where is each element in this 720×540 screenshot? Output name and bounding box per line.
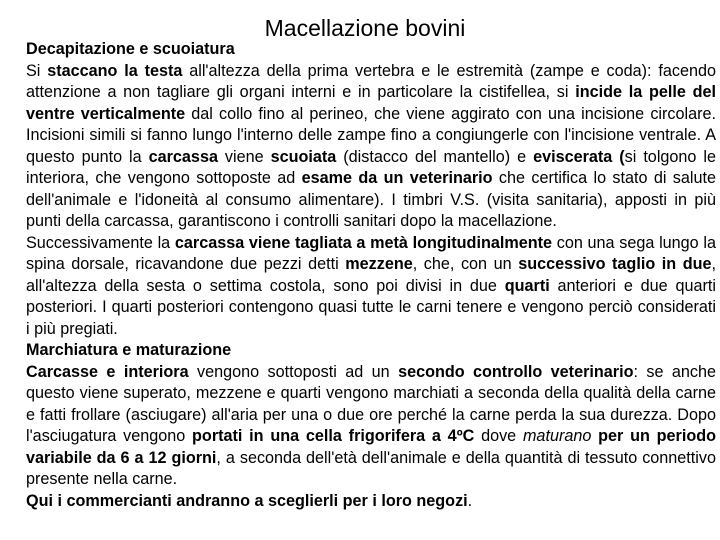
text-run: con una sega lungo la spina dorsale, ricavandone due pezzi detti (26, 233, 716, 273)
text-run: anteriori e due quarti posteriori. I quarti posteriori contengono quasi tutte le carni tenere e vengono perciò considerati i più pregiati. (26, 276, 716, 338)
text-run: , a seconda dell'età dell'animale e della quantità di tessuto connettivo presente nella carne. (26, 448, 716, 488)
bold-text: secondo controllo veterinario (398, 362, 634, 381)
text-run: . (467, 491, 473, 510)
bold-text: Decapitazione e scuoiatura (26, 40, 235, 58)
body-paragraph (26, 233, 716, 341)
bold-text: quarti (504, 276, 550, 295)
slide-body (26, 39, 716, 512)
section-heading (26, 39, 716, 61)
text-run: che certifica lo stato di salute dell'animale e l'idoneità al consumo alimentare). I timbri V.S. (visita sanitaria), apposti in più punti della carcassa, garantiscono i controlli sanitari dopo la macellazione. (26, 169, 717, 230)
section-heading (26, 340, 716, 362)
bold-text: carcassa (148, 147, 218, 166)
text-run: viene (217, 147, 271, 166)
bold-text: per un periodo variabile da 6 a 12 giorni (26, 427, 716, 467)
text-run: : se anche questo viene superato, mezzene e quarti vengono marchiati a seconda della qualità della carne e fatti frollare (asciugare) all'aria per una o due ore perché la carne perda la sua durezza. Dopo l'asciugatura vengono (26, 362, 716, 445)
text-run: (distacco del mantello) e (336, 147, 534, 166)
text-run: vengono sottoposti ad un (188, 362, 399, 381)
bold-text: carcassa viene tagliata a metà longitudinalmente (174, 233, 553, 252)
bold-text: Marchiatura e maturazione (26, 341, 232, 359)
text-run: dove (474, 427, 523, 445)
text-run: Si (26, 61, 48, 80)
text-run: , che, con un (412, 255, 519, 273)
text-run: dal collo fino al perineo, che viene aggirato con una incisione circolare. Incisioni simili si fanno lungo l'interno delle zampe fino a congiungerle con l'incisione ventrale. A questo punto la (26, 104, 716, 166)
bold-text: portati in una cella frigorifera a 4ºC (192, 427, 475, 445)
bold-text: scuoiata (270, 147, 337, 166)
text-run: Successivamente la (26, 233, 175, 252)
bold-text: eviscerata ( (533, 147, 625, 166)
bold-text: mezzene (345, 255, 413, 273)
text-run: , all'altezza della sesta o settima costola, sono poi divisi in due (26, 255, 716, 295)
text-run: si tolgono le interiora, che vengono sottoposte ad (26, 147, 716, 187)
body-paragraph (26, 61, 716, 233)
bold-text: incide la pelle del ventre verticalmente (26, 83, 716, 123)
bold-text: successivo taglio in due (518, 255, 712, 273)
italic-text: maturano (522, 427, 592, 445)
bold-text: esame da un veterinario (301, 169, 493, 187)
section-heading (26, 491, 716, 513)
text-run: all'altezza della prima vertebra e le estremità (zampe e coda): facendo attenzione a non tagliare gli organi interni e in particolare la cistifellea, si (26, 61, 716, 101)
bold-text: staccano la testa (47, 61, 183, 80)
bold-text: Qui i commercianti andranno a sceglierli per i loro negozi (26, 491, 468, 510)
slide-title: Macellazione bovini (264, 15, 466, 41)
body-paragraph (26, 362, 716, 491)
bold-text: Carcasse e interiora (26, 362, 189, 381)
